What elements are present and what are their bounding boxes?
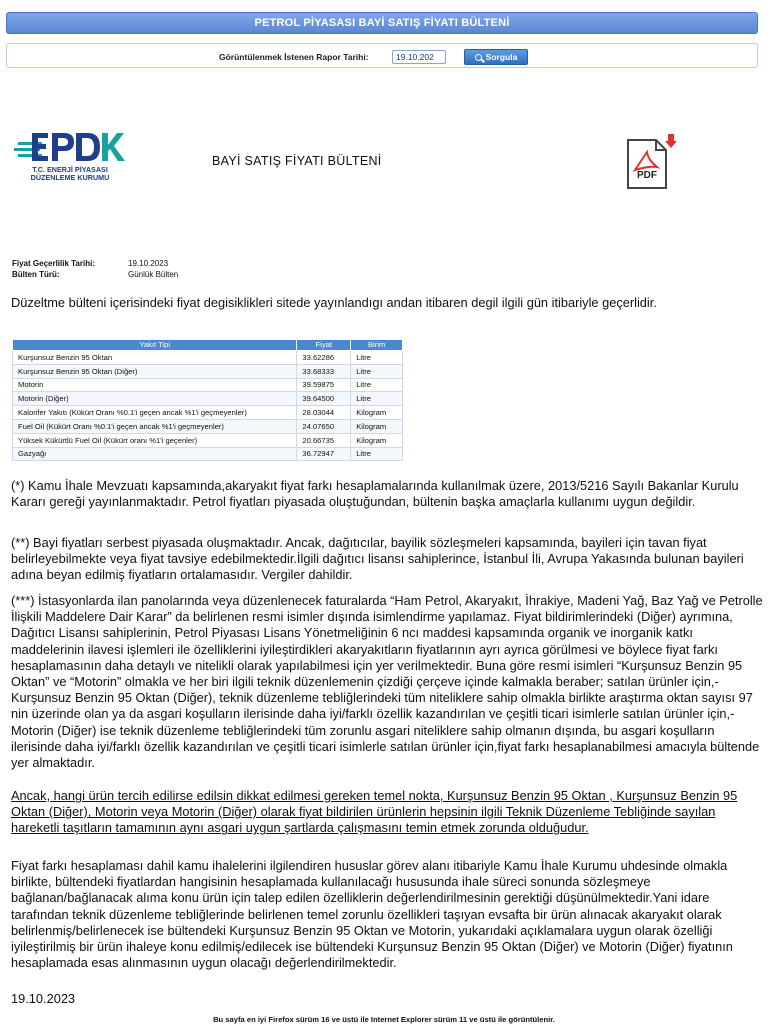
unit-cell: Litre (351, 351, 403, 365)
validity-date-value: 19.10.2023 (128, 259, 169, 268)
browser-compat-footer: Bu sayfa en iyi Firefox sürüm 16 ve üstü ile Internet Explorer sürüm 11 ve üstü ile görüntülenir. (213, 1015, 555, 1024)
note-5: Fiyat farkı hesaplaması dahil kamu ihalelerini ilgilendiren hususlar görev alanı itibariyle Kamu İhale Kurumu uhdesinde olmakla birlikte, bültendeki fiyatlardan hangisinin hesaplamada kullanılacağı hususunda ihale süreci sonunda sözleşmeye bağlanan/bağlanacak alıma konu ürün için talep edilen özelliklerin değerlendirilmesinin gerektiği düşünülmektedir.Yani idare tarafından teknik düzenleme tebliğlerinde belirlenen temel zorunlu özellikleri taşıyan evsafta bir ürün alınacak akaryakıt olarak belirlenmiş/belirlenecek ise bültendeki Kurşunsuz Benzin 95 Oktan ve Motorin, yukarıdaki açıklamalara uygun olarak özelliği iyileştirilmiş bir ürün ihaleye konu edilmiş/edilecek ise bültendeki Kurşunsuz Benzin 95 Oktan (Diğer) ve Motorin (Diğer) fiyatının hesaplamada esas alınmasının uygun olacağı değerlendirilmektedir. (11, 858, 733, 971)
fuel-type-cell: Kurşunsuz Benzin 95 Oktan (13, 351, 297, 365)
pdf-download-button[interactable] (626, 128, 686, 190)
fuel-type-cell: Kurşunsuz Benzin 95 Oktan (Diğer) (13, 364, 297, 378)
query-button-label: Sorgula (485, 52, 518, 62)
unit-cell: Litre (351, 392, 403, 406)
table-row (13, 447, 403, 461)
logo-line-1: T.C. ENERJİ PİYASASI (32, 165, 108, 174)
table-row (13, 392, 403, 406)
epdk-logo-mark (14, 128, 126, 168)
bulletin-type-label: Bülten Türü: (12, 270, 60, 279)
unit-cell: Kilogram (351, 419, 403, 433)
fuel-type-cell: Fuel Oil (Kükürt Oranı %0.1'i geçen ancak %1'i geçmeyenler) (13, 419, 297, 433)
validity-date-label: Fiyat Geçerlilik Tarihi: (12, 259, 95, 268)
report-query-bar (6, 43, 758, 68)
price-cell: 36.72947 (297, 447, 351, 461)
table-row (13, 419, 403, 433)
bulletin-type-value: Günlük Bülten (128, 270, 179, 279)
fuel-type-cell: Motorin (13, 378, 297, 392)
table-row (13, 433, 403, 447)
table-row (13, 364, 403, 378)
search-icon (475, 54, 482, 61)
note-4: Ancak, hangi ürün tercih edilirse edilsin dikkat edilmesi gereken temel nokta, Kurşunsuz Benzin 95 Oktan , Kurşunsuz Benzin 95 Oktan (Diğer), Motorin veya Motorin (Diğer) olarak fiyat bildirilen ürünlerin hepsinin ilgili Teknik Düzenleme Tebliğinde sayılan hareketli taşıtların tamamının aynı asgari uygun şartlarda çalışmasını temin etmek zorunda olduğudur. (11, 788, 738, 836)
table-row (13, 406, 403, 420)
price-table-header-row (13, 340, 403, 351)
price-cell: 24.07650 (297, 419, 351, 433)
price-cell: 20.66735 (297, 433, 351, 447)
price-cell: 33.68333 (297, 364, 351, 378)
bulletin-title: BAYİ SATIŞ FİYATI BÜLTENİ (212, 154, 382, 168)
report-date-input[interactable] (392, 50, 446, 64)
fuel-type-cell: Yüksek Kükürtlü Fuel Oil (Kükürt oranı %1'i geçenler) (13, 433, 297, 447)
unit-cell: Kilogram (351, 433, 403, 447)
note-3: (***) İstasyonlarda ilan panolarında veya düzenlenecek faturalarda “Ham Petrol, Akaryakıt, İhrakiye, Madeni Yağ, Baz Yağ ve Petrolle İlişkili Maddelere Dair Karar” da belirlenen resmi isimler dışında isimlendirme yapılamaz. Fiyat bildirimlerindeki (Diğer) ayrımına, Dağıtıcı Lisansı sahiplerinin, Petrol Piyasası Lisans Yönetmeliğinin 6 ncı maddesi kapsamında organik ve inorganik katkı maddelerinin ilavesi işlemleri ile özelliklerini iyileştirdikleri akaryakıtların fiyatlarının ayrı ayrıca görülmesi ve böylece fiyat farkı hesaplamasının daha detaylı ve nitelikli olarak yapılabilmesi için yer verilmektedir. Buna göre resmi isimleri “Kurşunsuz Benzin 95 Oktan” ve “Motorin” olmakla ve her biri ilgili teknik düzenlemenin çizdiği çerçeve içinde kalmakla beraber; satılan ürünler için,- Kurşunsuz Benzin 95 Oktan (Diğer), teknik düzenleme tebliğlerindeki tüm niteliklere sahip olmakla birlikte araştırma oktan sayısı 97 nin üzerinde olan ya da asgari koşulların ilerisinde daha iyi/farklı özellik kazandırılan ve çeşitli ticari isimlerle satılan ürünler için,- Motorin (Diğer) ise teknik düzenleme tebliğlerindeki tüm zorunlu asgari niteliklere sahip olmanın dışında, bu asgari koşulların ilerisinde daha iyi/farklı özellik kazandırılan ve çeşitli ticari isimlerle satılan ürünler için,fiyat farkı hesaplanabilmesi amacıyla bültende yer almaktadır. (11, 593, 763, 771)
note-1: (*) Kamu İhale Mevzuatı kapsamında,akaryakıt fiyat farkı hesaplamalarında kullanılmak üzere, 2013/5216 Sayılı Bakanlar Kurulu Kararı gereği yayınlanmaktadır. Petrol fiyatları piyasada oluştuğundan, bültenin başka amaçlarla kullanımı uygun değildir. (11, 478, 739, 510)
price-cell: 33.62286 (297, 351, 351, 365)
epdk-logo (14, 128, 126, 194)
header-price: Fiyat (297, 340, 351, 351)
note-2: (**) Bayi fiyatları serbest piyasada oluşmaktadır. Ancak, dağıtıcılar, bayilik sözleşmeleri kapsamında, bayileri için tavan fiyat belirleyebilmekte veya fiyat tavsiye edebilmektedir.İlgili dağıtıcı lisansı sahiplerince, İstanbul İli, Avrupa Yakasında bulunan bayileri adına beyan edilmiş fiyatların ortalamasıdır. Vergiler dahildir. (11, 535, 744, 583)
table-row (13, 378, 403, 392)
header-fuel-type: Yakıt Tipi (13, 340, 297, 351)
unit-cell: Litre (351, 447, 403, 461)
intro-text: Düzeltme bülteni içerisindeki fiyat degisiklikleri sitede yayınlandıgı andan itibaren degil ilgili gün itibariyle geçerlidir. (11, 295, 657, 310)
bottom-date: 19.10.2023 (11, 991, 76, 1006)
table-row (13, 351, 403, 365)
unit-cell: Kilogram (351, 406, 403, 420)
price-table (12, 339, 403, 461)
page-header-bar (6, 12, 758, 34)
price-cell: 39.59875 (297, 378, 351, 392)
page-title: PETROL PİYASASI BAYİ SATIŞ FİYATI BÜLTENİ (254, 17, 510, 29)
unit-cell: Litre (351, 364, 403, 378)
report-date-label: Görüntülenmek İstenen Rapor Tarihi: (219, 52, 369, 62)
query-button[interactable] (464, 49, 528, 65)
price-cell: 28.03044 (297, 406, 351, 420)
unit-cell: Litre (351, 378, 403, 392)
header-unit: Birim (351, 340, 403, 351)
fuel-type-cell: Motorin (Diğer) (13, 392, 297, 406)
fuel-type-cell: Kalorifer Yakıtı (Kükürt Oranı %0.1'i geçen ancak %1'i geçmeyenler) (13, 406, 297, 420)
logo-line-2: DÜZENLEME KURUMU (30, 173, 110, 182)
epdk-logo-text (14, 166, 126, 182)
fuel-type-cell: Gazyağı (13, 447, 297, 461)
price-cell: 39.64500 (297, 392, 351, 406)
pdf-label: PDF (637, 170, 657, 181)
